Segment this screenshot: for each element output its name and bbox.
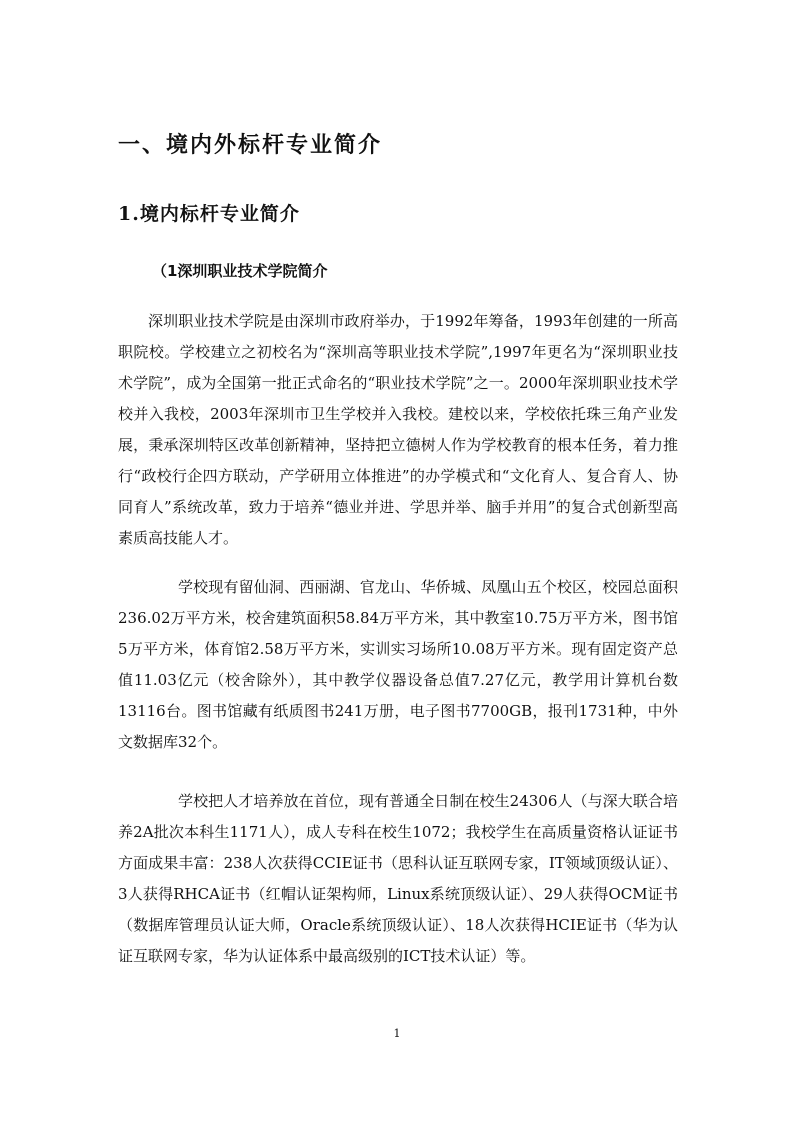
heading-level-1: 一、境内外标杆专业简介	[118, 132, 383, 158]
paragraph-intro: 深圳职业技术学院是由深圳市政府举办，于1992年筹备，1993年创建的一所高职院校。学校建立之初校名为“深圳高等职业技术学院”,1997年更名为“深圳职业技术学院”，成为全国第一批正式命名的“职业技术学院”之一。2000年深圳职业技术学校并入我校，2003年深圳市卫生学校并入我校。建校以来，学校依托珠三角产业发展，秉承深圳特区改革创新精神，坚持把立德树人作为学校教育的根本任务，着力推行“政校行企四方联动，产学研用立体推进”的办学模式和“文化育人、复合育人、协同育人”系统改革，致力于培养“德业并进、学思并举、脑手并用”的复合式创新型高素质高技能人才。	[118, 312, 678, 547]
heading-level-3: （1深圳职业技术学院简介	[152, 262, 328, 280]
paragraph-students: 学校把人才培养放在首位，现有普通全日制在校生24306人（与深大联合培养2A批次本科生1171人），成人专科在校生1072；我校学生在高质量资格认证证书方面成果丰富：238人次获得CCIE证书（思科认证互联网专家，IT领域顶级认证）、3人获得RHCA证书（红帽认证架构师，Linux系统顶级认证）、29人获得OCM证书（数据库管理员认证大师，Oracle系统顶级认证）、18人次获得HCIE证书（华为认证互联网专家，华为认证体系中最高级别的ICT技术认证）等。	[118, 792, 678, 965]
page-number: 1	[393, 1027, 401, 1040]
heading-level-2: 1.境内标杆专业简介	[118, 203, 300, 225]
paragraph-campus: 学校现有留仙洞、西丽湖、官龙山、华侨城、凤凰山五个校区，校园总面积236.02万平方米，校舍建筑面积58.84万平方米，其中教室10.75万平方米，图书馆5万平方米，体育馆2.58万平方米，实训实习场所10.08万平方米。现有固定资产总值11.03亿元（校舍除外），其中教学仪器设备总值7.27亿元，教学用计算机台数13116台。图书馆藏有纸质图书241万册，电子图书7700GB，报刊1731种，中外文数据库32个。	[118, 578, 678, 751]
